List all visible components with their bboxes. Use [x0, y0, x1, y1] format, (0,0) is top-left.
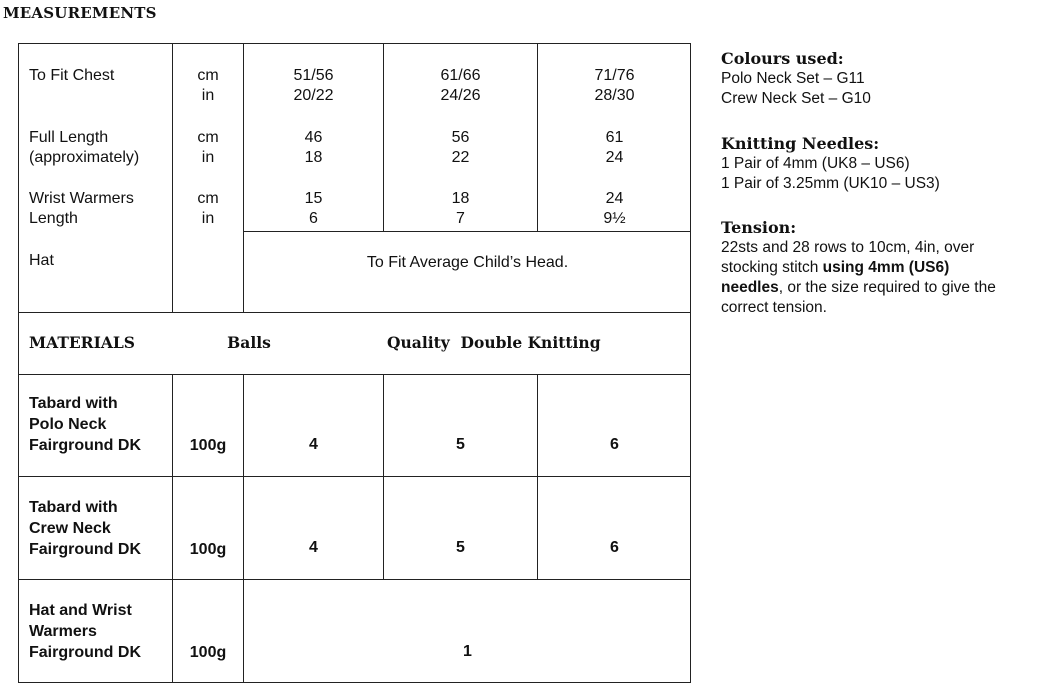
size-value: 24 [605, 190, 624, 207]
size-value: 71/76 [594, 67, 635, 84]
size-value: 15 [304, 190, 323, 207]
tension-line: correct tension. [721, 299, 827, 316]
measurements-materials-table [18, 43, 691, 683]
tension-emphasis: using 4mm (US6) [822, 259, 950, 276]
measure-label: Length [29, 210, 78, 227]
divider [243, 231, 691, 232]
material-name: Tabard with [29, 395, 118, 412]
colours-section [721, 49, 871, 109]
tension-text: , or the size required to give the [778, 279, 996, 296]
size-value: 56 [451, 129, 470, 146]
page-title: MEASUREMENTS [3, 4, 157, 22]
ball-count: 1 [463, 643, 472, 660]
material-name: Fairground DK [29, 541, 141, 558]
unit-cm: cm [197, 67, 219, 84]
size-value: 6 [309, 210, 318, 227]
tension-heading: Tension: [721, 218, 797, 237]
unit-in: in [201, 210, 215, 227]
divider [172, 374, 173, 683]
unit-in: in [201, 87, 215, 104]
ball-count: 4 [309, 539, 318, 556]
measure-label: To Fit Chest [29, 67, 115, 84]
colour-line: Crew Neck Set – G10 [721, 90, 871, 107]
ball-weight: 100g [189, 437, 227, 454]
size-value: 18 [451, 190, 470, 207]
divider [19, 579, 691, 580]
size-value: 22 [451, 149, 470, 166]
material-name: Polo Neck [29, 416, 107, 433]
tension-line [721, 278, 996, 298]
material-name: Hat and Wrist [29, 602, 132, 619]
ball-count: 4 [309, 436, 318, 453]
ball-weight: 100g [189, 541, 227, 558]
tension-emphasis: needles [721, 279, 779, 296]
needle-line: 1 Pair of 4mm (UK8 – US6) [721, 155, 910, 172]
material-name: Fairground DK [29, 437, 141, 454]
colours-heading: Colours used: [721, 49, 844, 68]
hat-label: Hat [29, 252, 54, 269]
unit-cm: cm [197, 129, 219, 146]
divider [19, 312, 691, 313]
size-value: 18 [304, 149, 323, 166]
size-value: 24/26 [440, 87, 481, 104]
hat-fit-value: To Fit Average Child’s Head. [366, 254, 569, 271]
size-value: 61/66 [440, 67, 481, 84]
needles-heading: Knitting Needles: [721, 134, 880, 153]
size-value: 7 [456, 210, 465, 227]
material-name: Fairground DK [29, 644, 141, 661]
colour-line: Polo Neck Set – G11 [721, 70, 865, 87]
size-value: 46 [304, 129, 323, 146]
tension-text: stocking stitch [721, 259, 823, 276]
tension-line: 22sts and 28 rows to 10cm, 4in, over [721, 239, 975, 256]
ball-count: 5 [456, 539, 465, 556]
quality-heading: Quality Double Knitting [387, 333, 601, 352]
divider [19, 374, 691, 375]
ball-count: 5 [456, 436, 465, 453]
size-value: 20/22 [293, 87, 334, 104]
balls-heading: Balls [227, 333, 271, 352]
size-value: 61 [605, 129, 624, 146]
unit-cm: cm [197, 190, 219, 207]
ball-count: 6 [610, 539, 619, 556]
measure-label: Wrist Warmers [29, 190, 134, 207]
size-value: 51/56 [293, 67, 334, 84]
material-name: Tabard with [29, 499, 118, 516]
divider [243, 374, 244, 683]
ball-weight: 100g [189, 644, 227, 661]
material-name: Crew Neck [29, 520, 111, 537]
divider [19, 476, 691, 477]
tension-section [721, 218, 996, 318]
measure-label: Full Length [29, 129, 109, 146]
material-name: Warmers [29, 623, 97, 640]
unit-in: in [201, 149, 215, 166]
needles-section [721, 134, 940, 194]
ball-count: 6 [610, 436, 619, 453]
measure-label: (approximately) [29, 149, 140, 166]
tension-line [721, 258, 996, 278]
size-value: 28/30 [594, 87, 635, 104]
materials-heading: MATERIALS [29, 333, 135, 352]
size-value: 9½ [603, 210, 626, 227]
size-value: 24 [605, 149, 624, 166]
needle-line: 1 Pair of 3.25mm (UK10 – US3) [721, 175, 940, 192]
